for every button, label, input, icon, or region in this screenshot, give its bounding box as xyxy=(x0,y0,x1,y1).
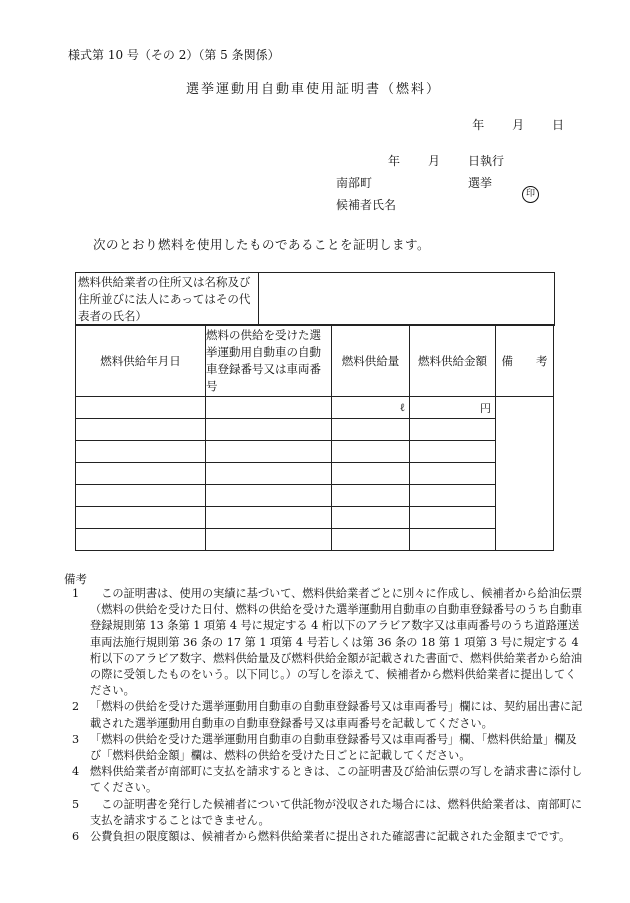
table-row xyxy=(76,529,554,551)
date-month-label: 月 xyxy=(512,118,525,132)
cell-date[interactable] xyxy=(76,441,206,463)
table-row xyxy=(76,397,554,419)
note-text: 燃料供給業者が南部町に支払を請求するときは、この証明書及び給油伝票の写しを請求書に添付してください。 xyxy=(90,765,583,795)
cell-date[interactable] xyxy=(76,507,206,529)
cell-amount[interactable] xyxy=(410,441,496,463)
note-number: 6 xyxy=(72,830,80,844)
document-title: 選挙運動用自動車使用証明書（燃料） xyxy=(186,82,442,97)
cell-date[interactable] xyxy=(76,463,206,485)
liter-unit: ℓ xyxy=(399,401,405,414)
cell-quantity[interactable] xyxy=(332,441,410,463)
election-label: 選挙 xyxy=(468,176,493,190)
table-row xyxy=(76,419,554,441)
table-header-row xyxy=(76,325,554,397)
election-year-label: 年 xyxy=(388,154,401,168)
table-row xyxy=(76,485,554,507)
town-name: 南部町 xyxy=(336,176,373,190)
cell-amount[interactable] xyxy=(410,485,496,507)
form-number: 様式第 10 号（その 2）（第 5 条関係） xyxy=(68,48,280,62)
list-item xyxy=(64,764,584,796)
col-remarks: 備 考 xyxy=(496,325,554,397)
cell-remarks[interactable] xyxy=(496,397,554,551)
cell-quantity[interactable] xyxy=(332,397,410,419)
cell-amount[interactable] xyxy=(410,463,496,485)
list-item xyxy=(64,586,584,699)
col-vehicle-number: 燃料の供給を受けた選挙運動用自動車の自動車登録番号又は車両番号 xyxy=(206,325,332,397)
cell-date[interactable] xyxy=(76,419,206,441)
list-item xyxy=(64,732,584,764)
list-item xyxy=(64,829,584,845)
note-number: 3 xyxy=(72,732,80,746)
list-item xyxy=(64,699,584,731)
col-fuel-quantity: 燃料供給量 xyxy=(332,325,410,397)
note-text: 「燃料の供給を受けた選挙運動用自動車の自動車登録番号又は車両番号」欄、「燃料供給量」欄及び「燃料供給金額」欄は、燃料の供給を受けた日ごとに記載してください。 xyxy=(90,732,577,763)
cell-vehicle[interactable] xyxy=(206,507,332,529)
note-text: この証明書を発行した候補者について供託物が没収された場合には、燃料供給業者は、南部町に支払を請求することはできません。 xyxy=(90,797,583,827)
fuel-table xyxy=(75,324,554,551)
notes-title: 備考 xyxy=(64,572,87,586)
note-text: この証明書は、使用の実績に基づいて、燃料供給業者ごとに別々に作成し、候補者から給油伝票（燃料の供給を受けた日付、燃料の供給を受けた選挙運動用自動車の自動車登録番号のうち自動車登録規則第 13 条第 1 項第 4 号に規定する 4 桁以下のアラビア数字又は車両番号のうち道路運送車両法施行規則第 36 条の 17 第 1 項第 4 号若しくは第 36 条の 18 第 1 項第 3 号に規定する 4 桁以下のアラビア数字、燃料供給量及び燃料供給金額が記載された書面で、燃料供給業者から給油の際に受領したものをいう。以下同じ。）の写しを添えて、候補者から燃料供給業者に提出してください。 xyxy=(90,587,583,698)
note-text: 公費負担の限度額は、候補者から燃料供給業者に提出された確認書に記載された金額までです。 xyxy=(90,830,571,844)
cell-vehicle[interactable] xyxy=(206,441,332,463)
note-number: 4 xyxy=(72,765,80,779)
col-fuel-amount: 燃料供給金額 xyxy=(410,325,496,397)
date-year-label: 年 xyxy=(472,118,485,132)
cell-amount[interactable] xyxy=(410,507,496,529)
cell-vehicle[interactable] xyxy=(206,463,332,485)
cell-vehicle[interactable] xyxy=(206,485,332,507)
cell-amount[interactable] xyxy=(410,529,496,551)
cell-date[interactable] xyxy=(76,397,206,419)
cell-quantity[interactable] xyxy=(332,507,410,529)
election-month-label: 月 xyxy=(428,154,441,168)
table-row xyxy=(76,463,554,485)
supplier-row xyxy=(75,272,555,326)
cell-date[interactable] xyxy=(76,529,206,551)
cell-quantity[interactable] xyxy=(332,463,410,485)
cell-amount[interactable] xyxy=(410,419,496,441)
certification-statement: 次のとおり燃料を使用したものであることを証明します。 xyxy=(93,237,431,252)
date-day-label: 日 xyxy=(551,118,564,132)
note-text: 「燃料の供給を受けた選挙運動用自動車の自動車登録番号又は車両番号」欄には、契約届出書に記載された選挙運動用自動車の自動車登録番号又は車両番号を記載してください。 xyxy=(90,700,583,730)
notes-list xyxy=(64,586,584,845)
seal-icon: 印 xyxy=(522,186,539,203)
cell-quantity[interactable] xyxy=(332,485,410,507)
cell-amount[interactable] xyxy=(410,397,496,419)
election-held-label: 日執行 xyxy=(468,154,505,168)
note-number: 5 xyxy=(72,797,80,811)
cell-vehicle[interactable] xyxy=(206,529,332,551)
supplier-label: 燃料供給業者の住所又は名称及び住所並びに法人にあってはその代表者の氏名） xyxy=(76,273,259,325)
cell-date[interactable] xyxy=(76,485,206,507)
note-number: 1 xyxy=(72,587,80,600)
cell-quantity[interactable] xyxy=(332,529,410,551)
table-row xyxy=(76,507,554,529)
cell-quantity[interactable] xyxy=(332,419,410,441)
col-supply-date: 燃料供給年月日 xyxy=(76,325,206,397)
yen-unit: 円 xyxy=(480,401,491,415)
note-number: 2 xyxy=(72,700,80,714)
table-row xyxy=(76,441,554,463)
issue-date xyxy=(472,116,564,133)
cell-vehicle[interactable] xyxy=(206,397,332,419)
list-item xyxy=(64,797,584,829)
cell-vehicle[interactable] xyxy=(206,419,332,441)
candidate-name-label: 候補者氏名 xyxy=(336,198,397,212)
